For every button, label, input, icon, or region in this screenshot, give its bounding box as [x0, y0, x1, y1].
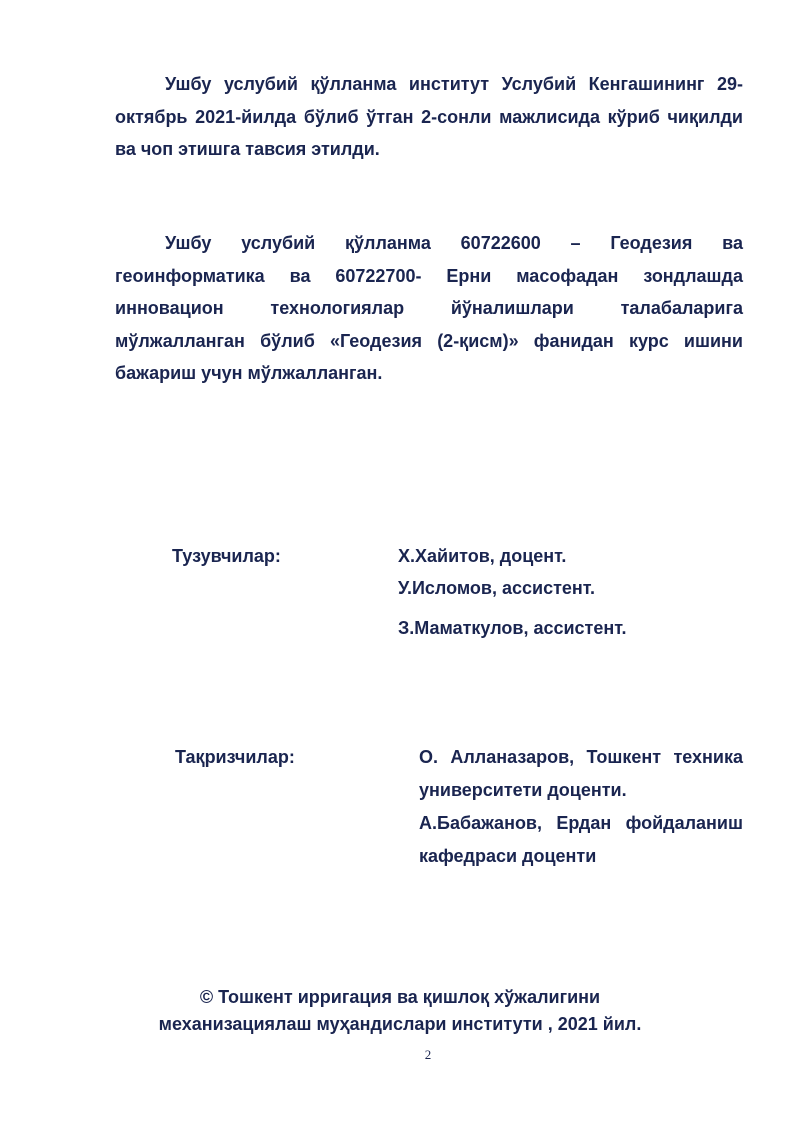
compilers-label: Тузувчилар: — [172, 546, 281, 566]
approval-paragraph: Ушбу услубий қўлланма институт Услубий Кенгашининг 29- октябрь 2021-йилда бўлиб ўтган 2-сонли мажлисида кўриб чиқилди ва чоп этишга тавсия этилди. — [115, 74, 743, 159]
purpose-paragraph: Ушбу услубий қўлланма 60722600 – Геодезия ва геоинформатика ва 60722700- Ерни масофадан зондлашда инновацион технологиялар йўналишлари талабаларига мўлжалланган бўлиб «Геодезия (2-қисм)» фанидан курс ишини бажариш учун мўлжалланган. — [115, 233, 743, 383]
reviewer-name: О. Алланазаров, Тошкент техника университети доценти. — [419, 747, 743, 800]
reviewers-label: Тақризчилар: — [175, 747, 295, 767]
copyright-line-2: механизациялаш муҳандислари институти , 2021 йил. — [158, 1014, 642, 1034]
page-number: 2 — [424, 1047, 432, 1062]
compiler-name: З.Маматкулов, ассистент. — [398, 618, 627, 638]
reviewer-name: А.Бабажанов, Ердан фойдаланиш кафедраси доценти — [419, 813, 743, 866]
copyright-line-1: © Тошкент ирригация ва қишлоқ хўжалигини — [199, 987, 601, 1007]
compiler-name: У.Исломов, ассистент. — [398, 578, 596, 598]
compiler-name: Х.Хайитов, доцент. — [398, 546, 567, 566]
copyright-footer — [0, 984, 800, 1038]
